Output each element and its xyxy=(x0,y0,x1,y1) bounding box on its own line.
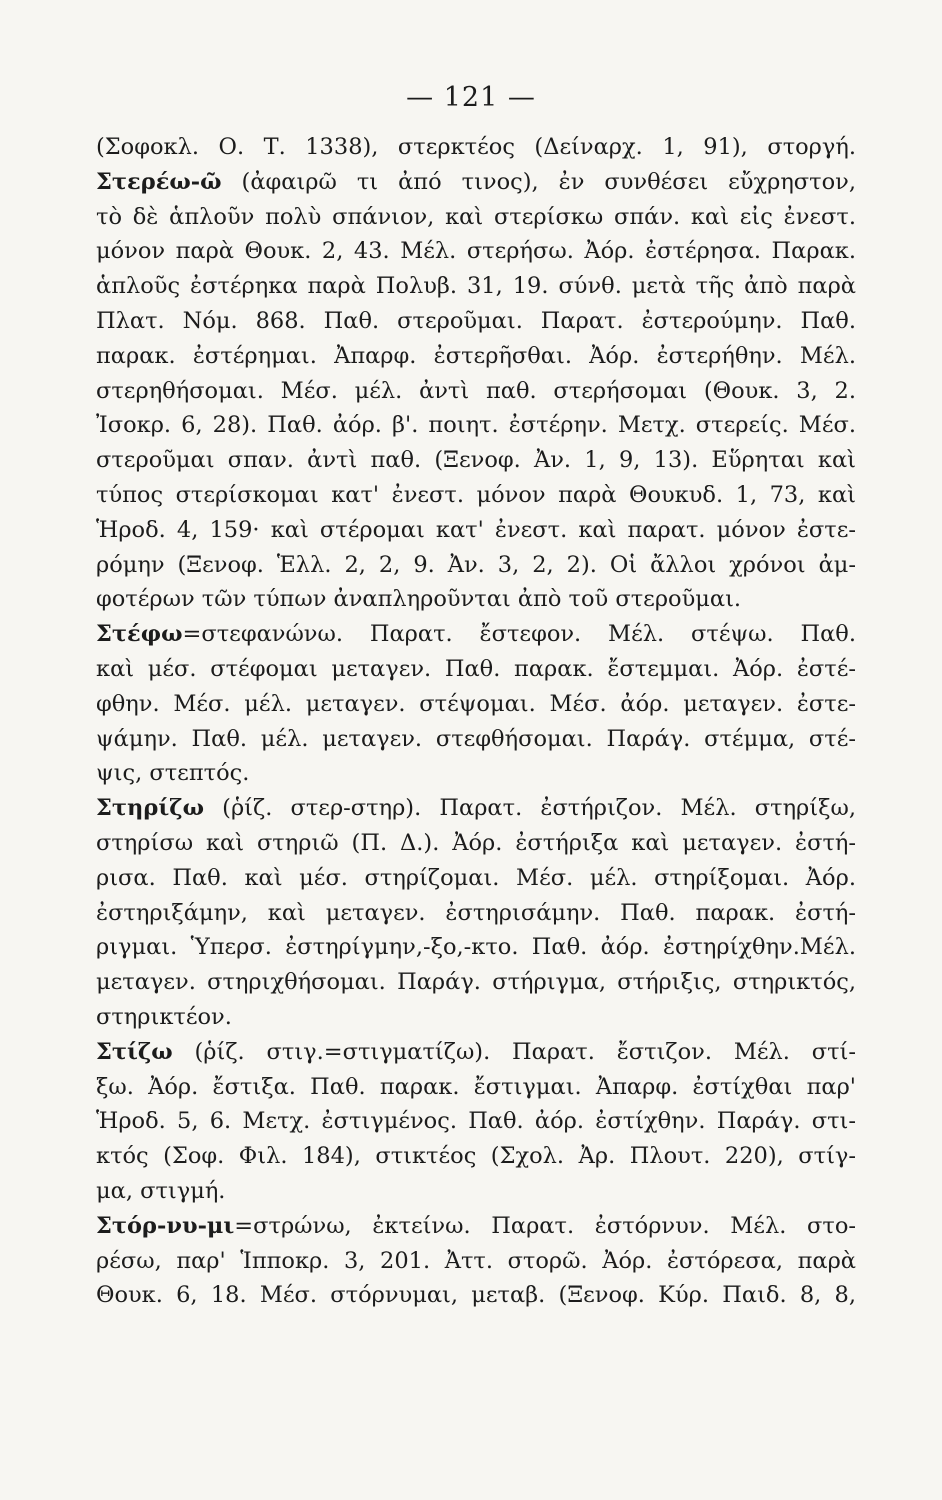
page-number: — 121 — xyxy=(406,82,536,113)
line-text: ρόμην (Ξενοφ. Ἑλλ. 2, 2, 9. Ἀν. 3, 2, 2). Οἱ ἄλλοι χρόνοι ἀμ- xyxy=(96,551,856,578)
line-text: (Σοφοκλ. Ο. Τ. 1338), στερκτέος (Δείναρχ. 1, 91), στοργή. xyxy=(96,134,856,160)
line-text: στηρικτέον. xyxy=(96,1003,232,1030)
entry-headword: Στίζω xyxy=(96,1038,173,1065)
entry-headword: Στηρίζω xyxy=(96,795,205,822)
text-line xyxy=(96,304,856,339)
text-line xyxy=(96,1104,856,1139)
text-line xyxy=(96,861,856,896)
line-text: Ἰσοκρ. 6, 28). Παθ. ἀόρ. β'. ποιητ. ἐστέρην. Μετχ. στερείς. Μέσ. xyxy=(96,412,856,439)
line-text: (ῥίζ. στιγ.=στιγματίζω). Παρατ. ἔστιζον. Μέλ. στί- xyxy=(172,1038,856,1065)
line-text: στηρίσω καὶ στηριῶ (Π. Δ.). Ἀόρ. ἐστήριξα καὶ μεταγεν. ἐστή- xyxy=(96,829,856,856)
line-text: μεταγεν. στηριχθήσομαι. Παράγ. στήριγμα, στήριξις, στηρικτός, xyxy=(96,969,856,996)
line-text: Θουκ. 6, 18. Μέσ. στόρνυμαι, μεταβ. (Ξενοφ. Κύρ. Παιδ. 8, 8, xyxy=(96,1282,856,1309)
text-line xyxy=(96,722,856,757)
line-text: ριγμαι. Ὑπερσ. ἐστηρίγμην,-ξο,-κτο. Παθ. ἀόρ. ἐστηρίχθην.Μέλ. xyxy=(96,934,856,961)
text-line xyxy=(96,269,856,304)
line-text: ψις, στεπτός. xyxy=(96,760,250,787)
entry-headword: Στέφω xyxy=(96,621,183,648)
text-line xyxy=(96,443,856,478)
text-line xyxy=(96,408,856,443)
entry-headword: Στερέω-ῶ xyxy=(96,168,222,195)
entry-first-line xyxy=(96,1035,856,1070)
line-text: ἁπλοῦς ἐστέρηκα παρὰ Πολυβ. 31, 19. σύνθ. μετὰ τῆς ἀπὸ παρὰ xyxy=(96,273,856,300)
line-text: στερηθήσομαι. Μέσ. μέλ. ἀντὶ παθ. στερήσομαι (Θουκ. 3, 2. xyxy=(96,377,856,404)
text-line xyxy=(96,930,856,965)
text-line xyxy=(96,1244,856,1279)
text-line xyxy=(96,200,856,235)
line-text: ρισα. Παθ. καὶ μέσ. στηρίζομαι. Μέσ. μέλ. στηρίξομαι. Ἀόρ. xyxy=(96,864,856,891)
text-line xyxy=(96,374,856,409)
line-text: παρακ. ἐστέρημαι. Ἀπαρφ. ἐστερῆσθαι. Ἀόρ. ἐστερήθην. Μέλ. xyxy=(96,342,856,369)
text-line xyxy=(96,234,856,269)
text-line xyxy=(96,548,856,583)
text-line xyxy=(96,1000,856,1035)
line-text: ξω. Ἀόρ. ἔστιξα. Παθ. παρακ. ἔστιγμαι. Ἀπαρφ. ἐστίχθαι παρ' xyxy=(96,1073,856,1100)
line-text: Ἡροδ. 5, 6. Μετχ. ἐστιγμένος. Παθ. ἀόρ. ἐστίχθην. Παράγ. στι- xyxy=(96,1108,856,1135)
text-line xyxy=(96,965,856,1000)
text-line xyxy=(96,339,856,374)
text-line xyxy=(96,1070,856,1105)
line-text: Ἡροδ. 4, 159· καὶ στέρομαι κατ' ἐνεστ. καὶ παρατ. μόνον ἐστε- xyxy=(96,516,856,543)
line-text: φθην. Μέσ. μέλ. μεταγεν. στέψομαι. Μέσ. ἀόρ. μεταγεν. ἐστε- xyxy=(96,690,856,717)
entry-first-line xyxy=(96,1209,856,1244)
dictionary-text xyxy=(96,130,856,1313)
text-line xyxy=(96,478,856,513)
line-text: (ἀφαιρῶ τι ἀπό τινος), ἐν συνθέσει εὔχρηστον, xyxy=(221,168,856,195)
text-line xyxy=(96,756,856,791)
line-text: =στρώνω, ἐκτείνω. Παρατ. ἐστόρνυν. Μέλ. στο- xyxy=(234,1212,856,1239)
line-text: μα, στιγμή. xyxy=(96,1177,226,1204)
line-text: (ῥίζ. στερ-στηρ). Παρατ. ἐστήριζον. Μέλ. στηρίξω, xyxy=(204,795,856,822)
text-line xyxy=(96,652,856,687)
line-text: τὸ δὲ ἁπλοῦν πολὺ σπάνιον, καὶ στερίσκω σπάν. καὶ εἰς ἐνεστ. xyxy=(96,203,856,230)
line-text: καὶ μέσ. στέφομαι μεταγεν. Παθ. παρακ. ἔστεμμαι. Ἀόρ. ἐστέ- xyxy=(96,655,856,682)
line-text: φοτέρων τῶν τύπων ἀναπληροῦνται ἀπὸ τοῦ στεροῦμαι. xyxy=(96,586,742,613)
line-text: Πλατ. Νόμ. 868. Παθ. στεροῦμαι. Παρατ. ἐστερούμην. Παθ. xyxy=(96,307,856,334)
entry-first-line xyxy=(96,165,856,200)
text-line xyxy=(96,1278,856,1313)
text-line xyxy=(96,1174,856,1209)
line-text: ἐστηριξάμην, καὶ μεταγεν. ἐστηρισάμην. Παθ. παρακ. ἐστή- xyxy=(96,899,856,926)
line-text: τύπος στερίσκομαι κατ' ἐνεστ. μόνον παρὰ Θουκυδ. 1, 73, καὶ xyxy=(96,481,856,508)
line-text: =στεφανώνω. Παρατ. ἔστεφον. Μέλ. στέψω. Παθ. xyxy=(182,621,856,648)
line-text: ρέσω, παρ' Ἱπποκρ. 3, 201. Ἀττ. στορῶ. Ἀόρ. ἐστόρεσα, παρὰ xyxy=(96,1247,856,1274)
text-line xyxy=(96,896,856,931)
text-line xyxy=(96,687,856,722)
line-text: στεροῦμαι σπαν. ἀντὶ παθ. (Ξενοφ. Ἀν. 1, 9, 13). Εὕρηται καὶ xyxy=(96,447,856,474)
text-line xyxy=(96,130,856,165)
entry-headword: Στόρ-νυ-μι xyxy=(96,1212,235,1239)
text-line xyxy=(96,513,856,548)
line-text: κτός (Σοφ. Φιλ. 184), στικτέος (Σχολ. Ἀρ. Πλουτ. 220), στίγ- xyxy=(96,1143,856,1170)
entry-first-line xyxy=(96,791,856,826)
line-text: μόνον παρὰ Θουκ. 2, 43. Μέλ. στερήσω. Ἀόρ. ἐστέρησα. Παρακ. xyxy=(96,238,856,265)
entry-first-line xyxy=(96,617,856,652)
text-line xyxy=(96,582,856,617)
text-line xyxy=(96,1139,856,1174)
line-text: ψάμην. Παθ. μέλ. μεταγεν. στεφθήσομαι. Παράγ. στέμμα, στέ- xyxy=(96,725,856,752)
text-line xyxy=(96,826,856,861)
